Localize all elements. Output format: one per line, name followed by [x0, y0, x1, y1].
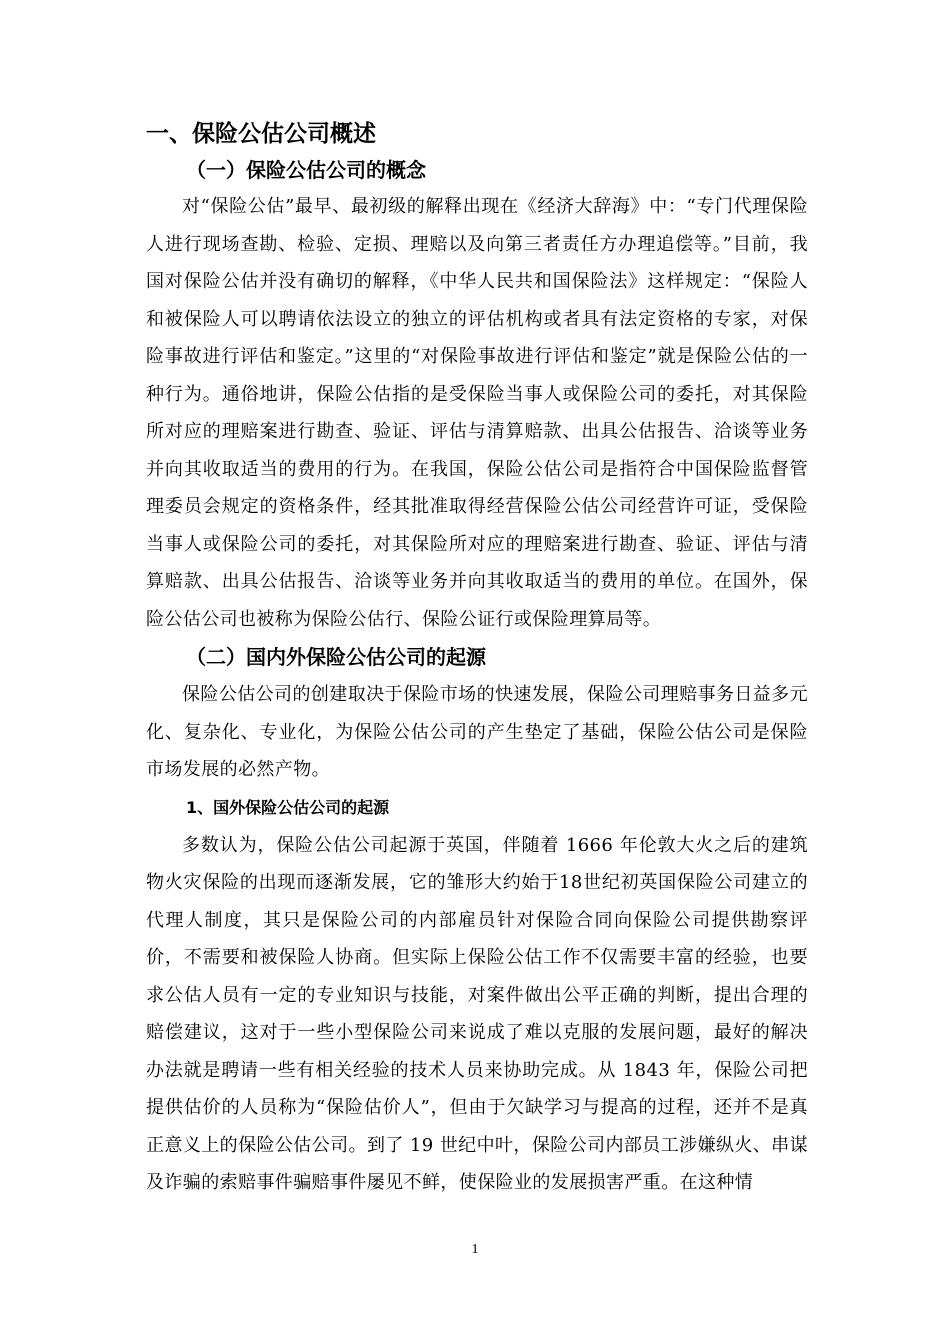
chapter-heading: 一、保险公估公司概述: [146, 121, 376, 147]
paragraph-origin-intro: 保险公估公司的创建取决于保险市场的快速发展，保险公司理赔事务日益多元化、复杂化、专业化，为保险公估公司的产生垫定了基础，保险公估公司是保险市场发展的必然产物。: [146, 684, 808, 780]
page-number: 1: [471, 1242, 479, 1257]
paragraph-concept: 对“保险公估”最早、最初级的解释出现在《经济大辞海》中：“专门代理保险人进行现场查勘、检验、定损、理赔以及向第三者责任方办理追偿等。”目前，我国对保险公估并没有确切的解释，《中华人民共和国保险法》这样规定：“保险人和被保险人可以聘请依法设立的独立的评估机构或者具有法定资格的专家，对保险事故进行评估和鉴定。”这里的“对保险事故进行评估和鉴定”就是保险公估的一种行为。通俗地讲，保险公估指的是受保险当事人或保险公司的委托，对其保险所对应的理赔案进行勘查、验证、评估与清算赔款、出具公估报告、洽谈等业务并向其收取适当的费用的行为。在我国，保险公估公司是指符合中国保险监督管理委员会规定的资格条件，经其批准取得经营保险公估公司经营许可证，受保险当事人或保险公司的委托，对其保险所对应的理赔案进行勘查、验证、评估与清算赔款、出具公估报告、洽谈等业务并向其收取适当的费用的单位。在国外，保险公估公司也被称为保险公估行、保险公证行或保险理算局等。: [146, 196, 808, 630]
section-heading-origin: （二）国内外保险公估公司的起源: [186, 645, 486, 669]
subsection-heading-foreign-origin: 1、国外保险公估公司的起源: [186, 797, 390, 817]
section-heading-concept: （一）保险公估公司的概念: [186, 158, 426, 182]
paragraph-foreign-origin: 多数认为，保险公估公司起源于英国，伴随着 1666 年伦敦大火之后的建筑物火灾保险的出现而逐渐发展，它的雏形大约始于18世纪初英国保险公司建立的代理人制度，其只是保险公司的内部雇员针对保险合同向保险公司提供勘察评价，不需要和被保险人协商。但实际上保险公估工作不仅需要丰富的经验，也要求公估人员有一定的专业知识与技能，对案件做出公平正确的判断，提出合理的赔偿建议，这对于一些小型保险公司来说成了难以克服的发展问题，最好的解决办法就是聘请一些有相关经验的技术人员来协助完成。从 1843 年，保险公司把提供估价的人员称为“保险估价人”，但由于欠缺学习与提高的过程，还并不是真正意义上的保险公估公司。到了 19 世纪中叶，保险公司内部员工涉嫌纵火、串谋及诈骗的索赔事件骗赔事件屡见不鲜，使保险业的发展损害严重。在这种情: [146, 834, 808, 1193]
document-body: [146, 116, 808, 1202]
